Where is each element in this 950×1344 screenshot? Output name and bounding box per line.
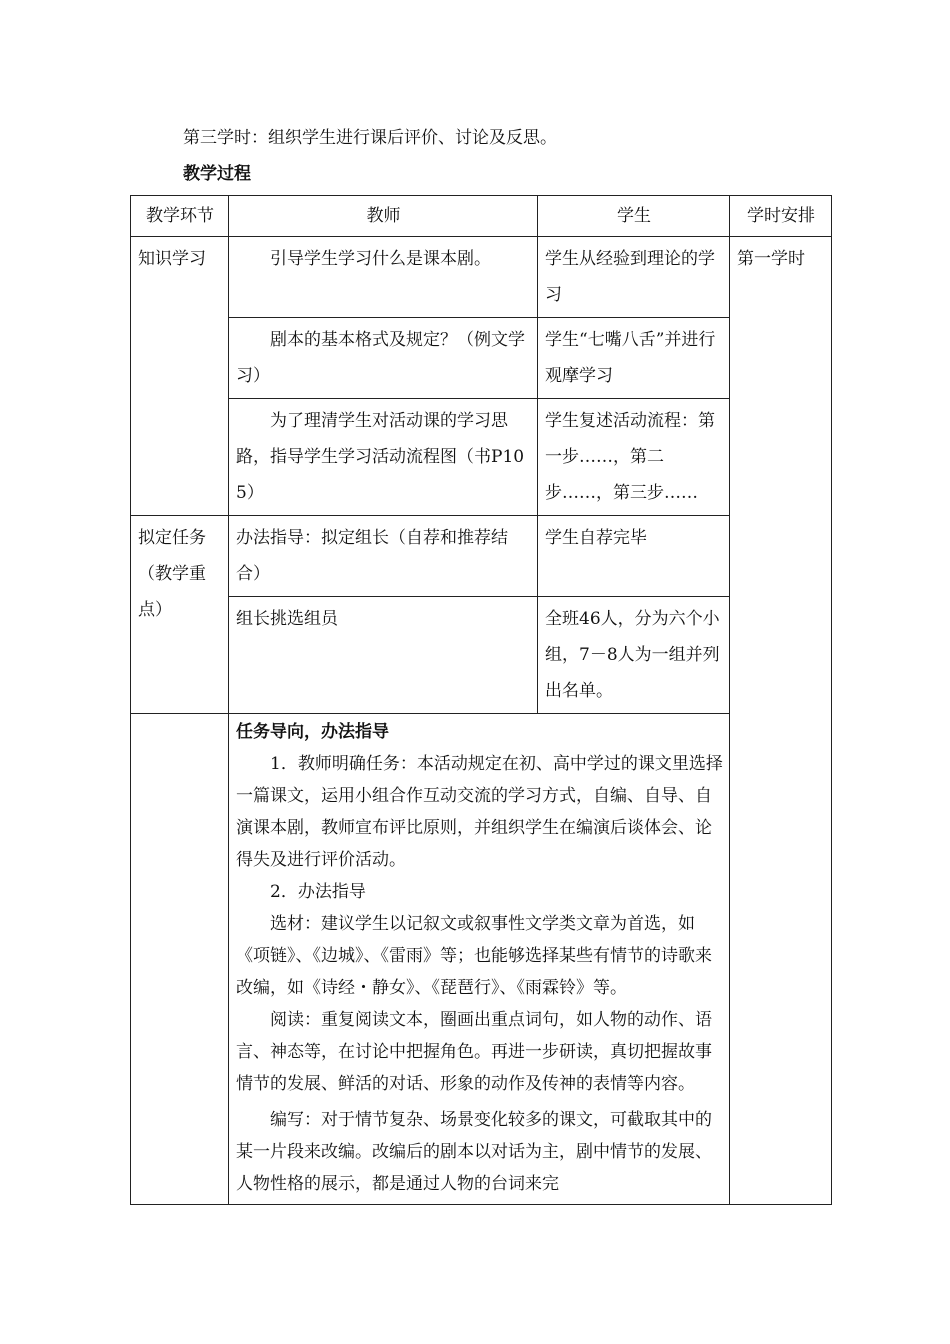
teacher-cell: 剧本的基本格式及规定？（例文学习）	[229, 318, 538, 399]
header-stage: 教学环节	[131, 196, 229, 237]
task-paragraph-1: 1．教师明确任务：本活动规定在初、高中学过的课文里选择一篇课文，运用小组合作互动交流的学习方式，自编、自导、自演课本剧，教师宣布评比原则，并组织学生在编演后谈体会、论得失及进行评价活动。	[236, 754, 723, 870]
section-title: 教学过程	[183, 164, 251, 184]
task-section-cell	[229, 714, 730, 1205]
schedule-cell: 第一学时	[730, 237, 832, 1205]
table-row	[131, 516, 832, 597]
header-student: 学生	[538, 196, 730, 237]
teacher-cell: 组长挑选组员	[229, 597, 538, 714]
table-row	[131, 318, 832, 399]
task-paragraph-5: 编写：对于情节复杂、场景变化较多的课文，可截取其中的某一片段来改编。改编后的剧本以对话为主，剧中情节的发展、人物性格的展示，都是通过人物的台词来完	[236, 1110, 712, 1194]
table-header-row	[131, 196, 832, 237]
stage-empty-cell	[131, 714, 229, 1205]
student-cell: 学生自荐完毕	[538, 516, 730, 597]
table-row	[131, 399, 832, 516]
teacher-cell: 为了理清学生对活动课的学习思路，指导学生学习活动流程图（书P105）	[229, 399, 538, 516]
table-row	[131, 714, 832, 1205]
intro-line: 第三学时：组织学生进行课后评价、讨论及反思。	[183, 128, 557, 148]
teacher-cell: 办法指导：拟定组长（自荐和推荐结合）	[229, 516, 538, 597]
student-cell: 学生“七嘴八舌”并进行观摩学习	[538, 318, 730, 399]
table-row	[131, 237, 832, 318]
task-paragraph-3: 选材：建议学生以记叙文或叙事性文学类文章为首选，如《项链》、《边城》、《雷雨》等；也能够选择某些有情节的诗歌来改编，如《诗经・静女》、《琵琶行》、《雨霖铃》等。	[236, 914, 712, 998]
task-paragraph-4: 阅读：重复阅读文本，圈画出重点词句，如人物的动作、语言、神态等，在讨论中把握角色。再进一步研读，真切把握故事情节的发展、鲜活的对话、形象的动作及传神的表情等内容。	[236, 1010, 712, 1094]
stage-task: 拟定任务（教学重点）	[131, 516, 229, 714]
student-cell: 学生从经验到理论的学习	[538, 237, 730, 318]
header-schedule: 学时安排	[730, 196, 832, 237]
student-cell: 全班46人，分为六个小组，7－8人为一组并列出名单。	[538, 597, 730, 714]
stage-knowledge: 知识学习	[131, 237, 229, 516]
teaching-process-table	[130, 195, 832, 1205]
task-heading: 任务导向，办法指导	[236, 722, 389, 742]
header-teacher: 教师	[229, 196, 538, 237]
task-paragraph-2: 2．办法指导	[270, 882, 366, 902]
table-row	[131, 597, 832, 714]
student-cell: 学生复述活动流程：第一步……，第二步……，第三步……	[538, 399, 730, 516]
teacher-cell: 引导学生学习什么是课本剧。	[229, 237, 538, 318]
